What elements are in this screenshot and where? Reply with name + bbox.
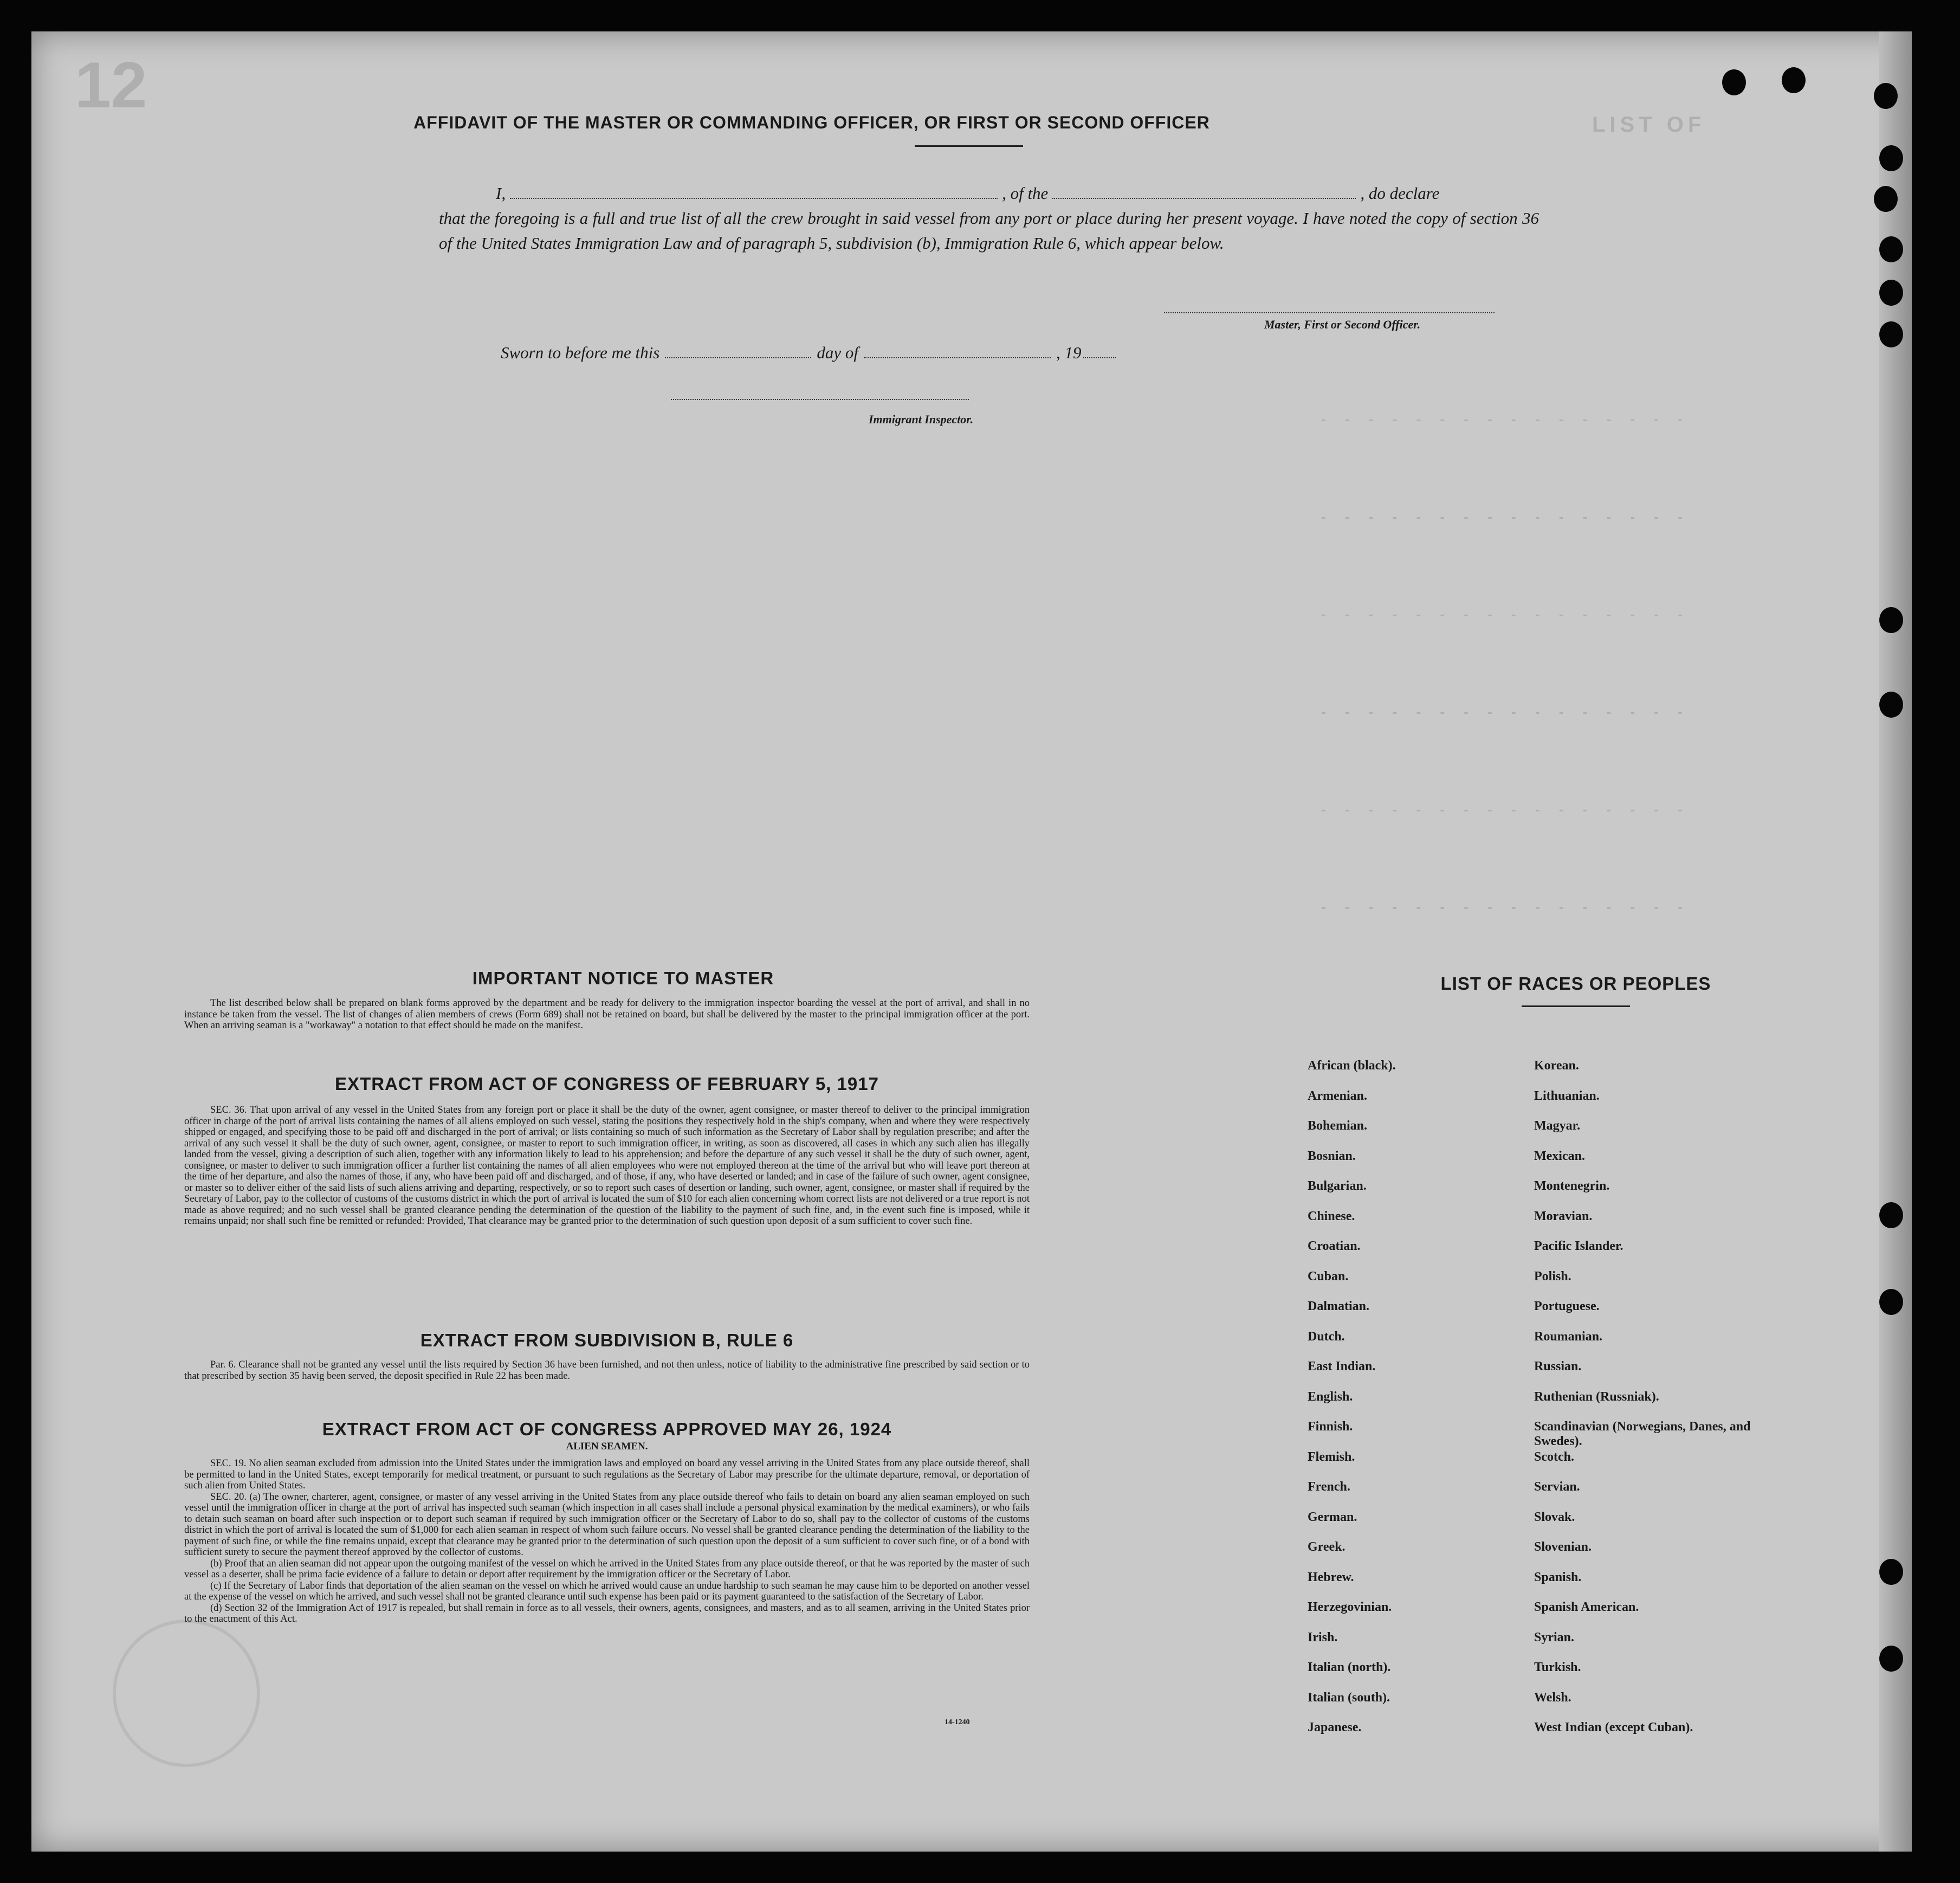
race-name-left: Cuban. bbox=[1308, 1269, 1349, 1284]
rule-6-title: EXTRACT FROM SUBDIVISION B, RULE 6 bbox=[420, 1330, 794, 1350]
day-of-label: day of bbox=[817, 343, 858, 362]
race-row bbox=[1308, 1720, 1795, 1751]
race-name-right: Servian. bbox=[1534, 1480, 1580, 1494]
document-page bbox=[31, 31, 1912, 1852]
affidavit-declaration bbox=[439, 181, 1539, 256]
bleed-through-row: - - - - - - - - - - - - - - - - bbox=[1321, 508, 1690, 525]
binder-hole bbox=[1879, 692, 1903, 718]
binder-hole bbox=[1722, 69, 1746, 95]
affidavit-first-line bbox=[439, 181, 1539, 206]
race-name-left: Greek. bbox=[1308, 1540, 1346, 1554]
sworn-month-field[interactable] bbox=[864, 344, 1051, 358]
race-row bbox=[1308, 1390, 1795, 1420]
binder-hole bbox=[1879, 280, 1903, 306]
affidavit-title: AFFIDAVIT OF THE MASTER OR COMMANDING OFFICER, OR FIRST OR SECOND OFFICER bbox=[413, 113, 1210, 132]
race-name-right: Welsh. bbox=[1534, 1690, 1571, 1705]
vessel-name-field[interactable] bbox=[1052, 185, 1356, 199]
race-row bbox=[1308, 1359, 1795, 1390]
race-name-left: Dutch. bbox=[1308, 1329, 1345, 1344]
binder-hole bbox=[1879, 236, 1903, 262]
race-row bbox=[1308, 1540, 1795, 1570]
race-row bbox=[1308, 1570, 1795, 1601]
bleed-through-mark: 12 bbox=[75, 49, 147, 121]
race-name-right: Mexican. bbox=[1534, 1149, 1585, 1163]
binder-hole bbox=[1782, 67, 1806, 93]
races-title: LIST OF RACES OR PEOPLES bbox=[1440, 973, 1711, 994]
bleed-through-row: - - - - - - - - - - - - - - - - bbox=[1321, 704, 1690, 720]
race-name-right: Scandinavian (Norwegians, Danes, and Swedes). bbox=[1534, 1420, 1751, 1448]
act-1924-section-20d: (d) Section 32 of the Immigration Act of 1917 is repealed, but shall remain in force as to all vessels, their owners, agents, consignees, and masters, and as to all seamen, arriving in the United States prior to the enactment of this Act. bbox=[184, 1602, 1030, 1624]
act-1924-subtitle: ALIEN SEAMEN. bbox=[566, 1441, 648, 1452]
binder-hole bbox=[1879, 1289, 1903, 1315]
race-row bbox=[1308, 1480, 1795, 1510]
race-name-right: Korean. bbox=[1534, 1059, 1579, 1073]
race-name-right: Moravian. bbox=[1534, 1209, 1593, 1223]
race-name-right: Ruthenian (Russniak). bbox=[1534, 1389, 1659, 1404]
act-1917-text bbox=[184, 1105, 1030, 1227]
year-label: , 19 bbox=[1056, 343, 1082, 362]
act-1924-section-19: SEC. 19. No alien seaman excluded from admission into the United States under the immigration laws and employed on board any vessel arriving in the United States from any place outside thereof, shall be permitted to land in the United States, except temporarily for medical treatment, or pursuant to such regulations as the Secretary of Labor may prescribe for the ultimate departure, removal, or deportation of such alien from United States. bbox=[184, 1458, 1030, 1491]
race-name-right: Spanish. bbox=[1534, 1570, 1582, 1584]
binder-hole bbox=[1879, 607, 1903, 633]
race-name-left: Dalmatian. bbox=[1308, 1299, 1369, 1313]
race-name-right: Scotch. bbox=[1534, 1449, 1574, 1464]
act-1917-section-36: SEC. 36. That upon arrival of any vessel in the United States from any foreign port or place it shall be the duty of the owner, agent consignee, or master thereof to deliver to the principal immigration officer in charge of the port of arrival lists containing the names of all aliens employed on such vessel, stating the positions they respectively hold in the ship's company, when and where they were respectively shipped or engaged, and specifying those to be paid off and discharged in the port of arrival; or lists containing so much of such information as the Secretary of Labor shall by regulation prescribe; and after the arrival of any such vessel it shall be the duty of such owner, agent, consignee, or master to report to such immigration officer, in writing, as soon as discovered, all cases in which any such alien has illegally landed from the vessel, giving a description of such alien, together with any information likely to lead to his apprehension; and before the departure of any such vessel it shall be the duty of such owner, agent, consignee, or master to deliver to such immigration officer a further list containing the names of all alien employees who were not employed thereon at the time of the arrival but who will leave port thereon at the time of her departure, and also the names of those, if any, who have been paid off and discharged, and of those, if any, who have deserted or landed; and in case of the failure of such owner, agent consignee, or master so to deliver either of the said lists of such aliens arriving and departing, respectively, or so to report such cases of desertion or landing, such owner, agent, consignee, or master shall if required by the Secretary of Labor, pay to the collector of customs of the customs district in which the port of arrival is located the sum of $10 for each alien concerning whom correct lists are not delivered or a true report is not made as above required; and no such vessel shall be granted clearance pending the determination of the question of the liability to the payment of such fine, and, in the event such fine is imposed, while it remains unpaid; nor shall such fine be remitted or refunded: Provided, That clearance may be granted prior to the determination of such question upon deposit of a sum sufficient to cover such fine. bbox=[184, 1105, 1030, 1227]
race-name-right: Slovak. bbox=[1534, 1510, 1575, 1524]
notice-title: IMPORTANT NOTICE TO MASTER bbox=[472, 968, 774, 988]
sworn-label: Sworn to before me this bbox=[501, 343, 660, 362]
race-row bbox=[1308, 1269, 1795, 1300]
race-row bbox=[1308, 1691, 1795, 1721]
master-signature-line[interactable] bbox=[1164, 312, 1495, 313]
notice-paragraph: The list described below shall be prepared on blank forms approved by the department and be ready for delivery to the immigration inspector boarding the vessel at the port of arrival, and shall in no instance be taken from the vessel. The list of changes of alien members of crews (Form 689) shall not be retained on board, but shall be delivered by the master to the principal immigration officer at the port. When an arriving seaman is a "workaway" a notation to that effect should be made on the manifest. bbox=[184, 998, 1030, 1031]
race-name-left: Italian (south). bbox=[1308, 1690, 1390, 1705]
race-row bbox=[1308, 1450, 1795, 1480]
race-name-left: Flemish. bbox=[1308, 1449, 1355, 1464]
races-title-rule bbox=[1522, 1005, 1630, 1007]
binder-hole bbox=[1879, 1559, 1903, 1585]
race-name-left: Bosnian. bbox=[1308, 1149, 1356, 1163]
binder-hole bbox=[1879, 1202, 1903, 1228]
race-name-left: East Indian. bbox=[1308, 1359, 1376, 1373]
bleed-through-row: - - - - - - - - - - - - - - - - bbox=[1321, 411, 1690, 427]
act-1917-title: EXTRACT FROM ACT OF CONGRESS OF FEBRUARY 5, 1917 bbox=[335, 1074, 879, 1094]
act-1924-section-20a: SEC. 20. (a) The owner, charterer, agent, consignee, or master of any vessel arriving in the United States from any place outside thereof who fails to detain on board any alien seaman employed on such vessel until the immigration officer in charge at the port of arrival has inspected such seaman (which inspection in all cases shall include a personal physical examination by the medical examiners), or who fails to detain such seaman on board after such inspection or to deport such seaman if required by such immigration officer or the Secretary of Labor to do so, shall pay to the collector of customs of the customs district in which the port of arrival is located the sum of $1,000 for each alien seaman in respect of whom such failure occurs. No vessel shall be granted clearance pending the determination of the liability to the payment of such fine, or while the fine remains unpaid, except that clearance may be granted prior to the determination of such question upon the deposit of a sum sufficient to cover such fine, or of a bond with sufficient surety to secure the payment thereof approved by the collector of customs. bbox=[184, 1491, 1030, 1558]
races-list bbox=[1308, 1059, 1795, 1751]
rule-6-text bbox=[184, 1359, 1030, 1382]
race-name-left: Chinese. bbox=[1308, 1209, 1355, 1223]
race-name-right: Slovenian. bbox=[1534, 1540, 1592, 1554]
act-1924-section-20b: (b) Proof that an alien seaman did not appear upon the outgoing manifest of the vessel on which he arrived in the United States from any place outside thereof, or that he was reported by the master of such vessel as a deserter, shall be prima facie evidence of a failure to detain or deport after requirement by the immigration officer or the Secretary of Labor. bbox=[184, 1558, 1030, 1580]
race-name-right: Roumanian. bbox=[1534, 1329, 1603, 1344]
form-number: 14-1240 bbox=[945, 1718, 970, 1726]
race-name-left: Italian (north). bbox=[1308, 1660, 1391, 1674]
affidavit-of-the-label: , of the bbox=[1002, 184, 1049, 203]
race-name-left: Croatian. bbox=[1308, 1239, 1361, 1253]
sworn-day-field[interactable] bbox=[665, 344, 811, 358]
race-name-left: Irish. bbox=[1308, 1630, 1338, 1645]
race-row bbox=[1308, 1630, 1795, 1661]
race-name-right: Spanish American. bbox=[1534, 1600, 1639, 1614]
race-row bbox=[1308, 1510, 1795, 1540]
race-name-left: Finnish. bbox=[1308, 1420, 1353, 1434]
race-name-right: Turkish. bbox=[1534, 1660, 1581, 1674]
race-name-left: African (black). bbox=[1308, 1059, 1396, 1073]
race-row bbox=[1308, 1330, 1795, 1360]
binder-hole bbox=[1874, 186, 1898, 212]
race-name-left: Hebrew. bbox=[1308, 1570, 1354, 1584]
notice-text bbox=[184, 998, 1030, 1031]
race-row bbox=[1308, 1660, 1795, 1691]
act-1924-section-20c: (c) If the Secretary of Labor finds that deportation of the alien seaman on the vessel on which he arrived would cause an undue hardship to such seaman he may cause him to be deported on another vessel at the expense of the vessel on which he arrived, and such vessel shall not be granted clearance until such expense has been paid or its payment guaranteed to the satisfaction of the Secretary of Labor. bbox=[184, 1580, 1030, 1602]
race-row bbox=[1308, 1149, 1795, 1179]
race-name-left: Bohemian. bbox=[1308, 1119, 1368, 1133]
binder-hole bbox=[1879, 321, 1903, 347]
bleed-through-row: - - - - - - - - - - - - - - - - bbox=[1321, 899, 1690, 915]
race-row bbox=[1308, 1089, 1795, 1119]
race-name-left: French. bbox=[1308, 1480, 1350, 1494]
race-row bbox=[1308, 1179, 1795, 1209]
sworn-statement bbox=[501, 340, 1314, 365]
bleed-through-seal bbox=[113, 1620, 260, 1767]
act-1924-text bbox=[184, 1458, 1030, 1625]
race-name-right: Russian. bbox=[1534, 1359, 1582, 1373]
affidavit-do-declare-label: , do declare bbox=[1360, 184, 1440, 203]
rule-6-paragraph: Par. 6. Clearance shall not be granted any vessel until the lists required by Section 36 have been furnished, and not then unless, notice of liability to the administrative fine prescribed by said section or to that prescribed by section 35 havig been served, the deposit specified in Rule 22 has been made. bbox=[184, 1359, 1030, 1382]
race-row bbox=[1308, 1239, 1795, 1269]
race-name-right: Pacific Islander. bbox=[1534, 1239, 1623, 1253]
race-row bbox=[1308, 1209, 1795, 1240]
binder-hole bbox=[1879, 1646, 1903, 1672]
race-name-right: Montenegrin. bbox=[1534, 1179, 1610, 1193]
race-name-right: Magyar. bbox=[1534, 1119, 1581, 1133]
race-name-left: Herzegovinian. bbox=[1308, 1600, 1392, 1614]
affidavit-body-text: that the foregoing is a full and true list of all the crew brought in said vessel from any port or place during her present voyage. I have noted the copy of section 36 of the United States Immigration Law and of paragraph 5, subdivision (b), Immigration Rule 6, which appear below. bbox=[439, 209, 1539, 253]
affidavit-i-label: I, bbox=[496, 184, 506, 203]
race-name-left: Japanese. bbox=[1308, 1720, 1362, 1734]
binder-hole bbox=[1879, 145, 1903, 171]
race-name-left: Bulgarian. bbox=[1308, 1179, 1367, 1193]
bleed-through-row: - - - - - - - - - - - - - - - - bbox=[1321, 606, 1690, 622]
act-1924-title: EXTRACT FROM ACT OF CONGRESS APPROVED MAY 26, 1924 bbox=[322, 1419, 892, 1439]
race-row bbox=[1308, 1119, 1795, 1149]
race-row bbox=[1308, 1600, 1795, 1630]
race-row bbox=[1308, 1059, 1795, 1089]
race-name-left: German. bbox=[1308, 1510, 1357, 1524]
race-name-right: Lithuanian. bbox=[1534, 1088, 1600, 1103]
sworn-year-field[interactable] bbox=[1083, 344, 1116, 358]
inspector-signature-caption: Immigrant Inspector. bbox=[869, 412, 974, 426]
race-row bbox=[1308, 1299, 1795, 1330]
race-name-right: Polish. bbox=[1534, 1269, 1571, 1284]
bleed-through-row: - - - - - - - - - - - - - - - - bbox=[1321, 801, 1690, 817]
race-name-right: Portuguese. bbox=[1534, 1299, 1600, 1313]
race-name-right: Syrian. bbox=[1534, 1630, 1575, 1645]
master-signature-caption: Master, First or Second Officer. bbox=[1264, 318, 1421, 331]
affidavit-title-rule bbox=[915, 145, 1023, 147]
race-name-left: English. bbox=[1308, 1389, 1353, 1404]
binder-hole bbox=[1874, 83, 1898, 109]
bleed-through-heading: LIST OF bbox=[1592, 113, 1706, 137]
officer-name-field[interactable] bbox=[510, 185, 998, 199]
race-name-right: West Indian (except Cuban). bbox=[1534, 1720, 1693, 1734]
race-row bbox=[1308, 1420, 1795, 1450]
inspector-signature-line[interactable] bbox=[671, 399, 969, 400]
race-name-left: Armenian. bbox=[1308, 1088, 1367, 1103]
